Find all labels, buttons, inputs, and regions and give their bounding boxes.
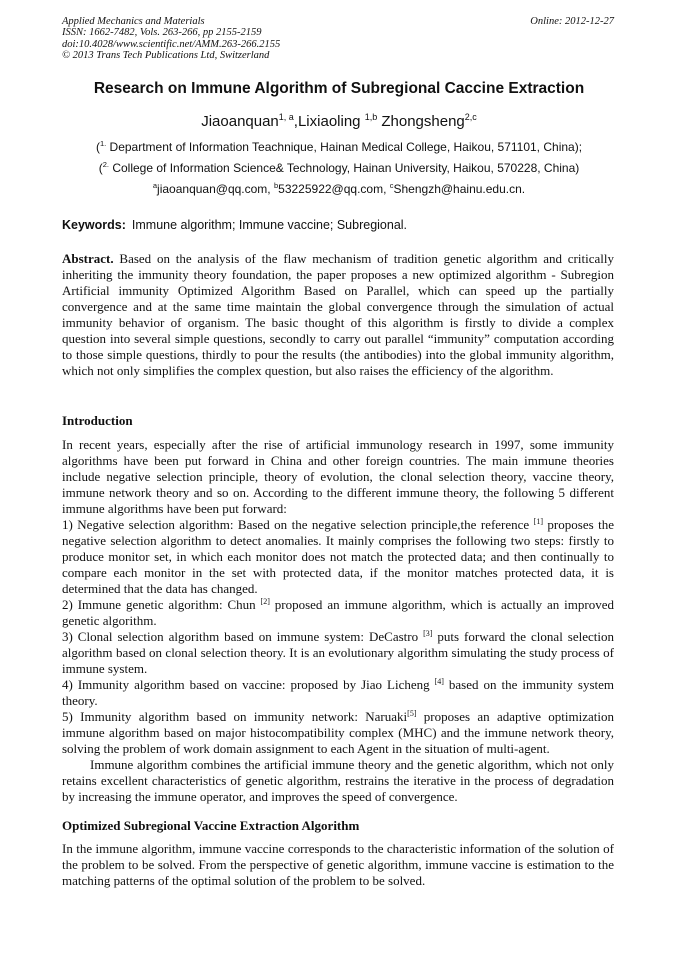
list-item: [62, 629, 614, 677]
affiliation-2: [0, 160, 678, 175]
affiliation-sup: 1.: [99, 139, 107, 148]
list-item: [62, 709, 614, 757]
author-name: ,Lixiaoling: [293, 113, 365, 130]
abstract-text: Based on the analysis of the flaw mechanism of tradition genetic algorithm and critically inheriting the immunity theory foundation, the paper proposes a new optimized algorithm - Subregion Artificial immunity Optimized Algorithm Based on Parallel, which can speed up the partially convergence and at the same time maintain the global convergence through the simulation of actual immunity behavior of organism. The basic thought of this algorithm is firstly to divide a complex question into several simple questions, secondly to carry out parallel “immunity” computation according to those simple questions, thirdly to pour the results (the antibodies) into the global immunity algorithm, which not only simplifies the complex question, but also raises the efficiency of the algorithm.: [62, 251, 614, 378]
copyright-line: © 2013 Trans Tech Publications Ltd, Switzerland: [62, 49, 270, 61]
list-text: proposes an adaptive optimization immune algorithm based on major histocompatibility complex (MHC) and the immune network theory, solving the problem of work domain assignment to each Agent in the situation of multi-agent.: [62, 709, 615, 756]
email-link[interactable]: jiaoanquan@qq.com,: [157, 182, 274, 196]
journal-name: Applied Mechanics and Materials: [62, 16, 205, 27]
affiliation-paren: (: [98, 161, 103, 175]
section-heading-introduction: Introduction: [62, 413, 133, 428]
section-body: [62, 841, 614, 889]
email-sup: c: [389, 181, 394, 190]
issn-line: ISSN: 1662-7482, Vols. 263-266, pp 2155-2159: [62, 27, 262, 39]
list-item: [62, 677, 614, 709]
list-text: 1) Negative selection algorithm: Based on the negative selection principle,the reference: [62, 517, 534, 532]
keywords: [62, 218, 407, 232]
email-sup: a: [152, 181, 158, 190]
author-name: Jiaoanquan: [201, 113, 279, 130]
paragraph: In recent years, especially after the rise of artificial immunology research in 1997, some immunity algorithms have been put forward in China and other foreign countries. The main immune theories include negative selection principle, theory of evolution, the clonal selection theory, vaccine theory, immune network theory and so on. According to the different immune theory, the following 5 different immune algorithms have been put forward:: [62, 437, 614, 516]
list-text: proposes the negative selection algorithm to detect anomalies. It mainly comprises the following two steps: firstly to produce monitor set, in which each monitor does not match the protected data; and then continually to compare each monitor in the set with protected data, if the monitor matches protected data, it is determined that the data has changed.: [62, 517, 614, 596]
affiliation-paren: (: [95, 140, 100, 154]
paper-title: Research on Immune Algorithm of Subregional Caccine Extraction: [93, 80, 585, 97]
list-text: proposed an immune algorithm, which is actually an improved genetic algorithm.: [62, 597, 614, 628]
email-sup: b: [273, 181, 279, 190]
section-heading-algorithm: Optimized Subregional Vaccine Extraction Algorithm: [62, 818, 360, 833]
list-text: 2) Immune genetic algorithm: Chun: [62, 597, 261, 612]
email-line: [0, 181, 678, 196]
list-item: [62, 597, 614, 629]
list-item: [62, 517, 614, 597]
online-date: Online: 2012-12-27: [530, 16, 614, 27]
citation-ref[interactable]: [4]: [434, 677, 444, 686]
list-text: 5) Immunity algorithm based on immunity network: Naruaki: [62, 709, 408, 724]
list-text: based on the immunity system theory.: [62, 677, 614, 708]
paragraph: Immune algorithm combines the artificial immune theory and the genetic algorithm, which not only retains excellent characteristics of genetic algorithm, restrains the iterative in the process of degradation by increasing the immune operator, and improves the speed of convergence.: [62, 757, 614, 804]
affiliation-1: [0, 139, 678, 154]
paragraph: In the immune algorithm, immune vaccine corresponds to the characteristic information of the solution of the problem to be solved. From the perspective of genetic algorithm, immune vaccine is estimation to the matching patterns of the optimal solution of the problem to be solved.: [62, 841, 614, 888]
affiliation-text: Department of Information Teachnique, Hainan Medical College, Haikou, 571101, China);: [106, 140, 583, 154]
abstract-label: Abstract.: [62, 251, 114, 266]
author-name: Zhongsheng: [377, 113, 465, 130]
citation-ref[interactable]: [5]: [407, 709, 417, 718]
journal-header: [62, 16, 280, 61]
abstract: [62, 251, 614, 379]
list-text: puts forward the clonal selection algorithm based on clonal selection theory. It is an evolutionary algorithm simulating the study process of immune system.: [62, 629, 614, 676]
keywords-label: Keywords:: [62, 218, 126, 232]
citation-ref[interactable]: [3]: [423, 629, 433, 638]
email-link[interactable]: Shengzh@hainu.edu.cn.: [393, 182, 526, 196]
citation-ref[interactable]: [2]: [260, 597, 270, 606]
list-text: 3) Clonal selection algorithm based on immune system: DeCastro: [62, 629, 424, 644]
affiliation-text: College of Information Science& Technology, Hainan University, Haikou, 570228, China): [109, 161, 580, 175]
author-line: [0, 112, 678, 130]
email-link[interactable]: 53225922@qq.com,: [278, 182, 390, 196]
author-sup: 2,c: [464, 112, 477, 122]
author-sup: 1,b: [364, 112, 378, 122]
introduction-body: [62, 437, 614, 805]
author-sup: 1, a: [278, 112, 294, 122]
doi-link[interactable]: doi:10.4028/www.scientific.net/AMM.263-266.2155: [62, 38, 281, 50]
list-text: 4) Immunity algorithm based on vaccine: proposed by Jiao Licheng: [62, 677, 435, 692]
keywords-text: Immune algorithm; Immune vaccine; Subregional.: [131, 218, 408, 232]
affiliation-sup: 2.: [102, 160, 109, 169]
citation-ref[interactable]: [1]: [533, 517, 543, 526]
